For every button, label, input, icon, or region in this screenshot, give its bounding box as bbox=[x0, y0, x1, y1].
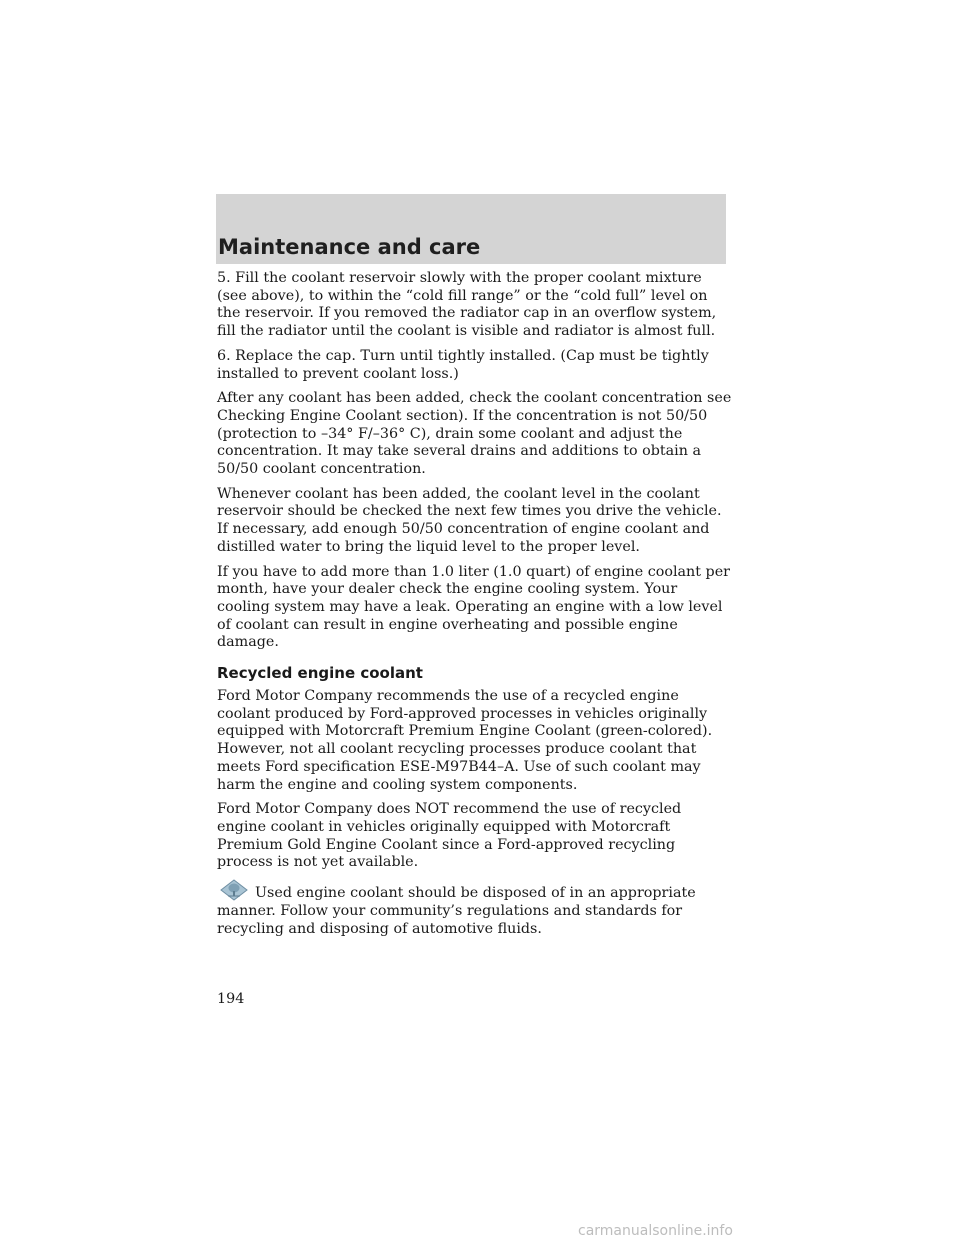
section-title: Maintenance and care bbox=[218, 235, 481, 259]
watermark: carmanualsonline.info bbox=[578, 1223, 733, 1239]
paragraph-check-level: Whenever coolant has been added, the coolant level in the coolant reservoir should be checked the next few times you drive the vehicle. If necessary, add enough 50/50 concentration of engine coolant and distilled water to bring the liquid level to the proper level. bbox=[217, 485, 722, 555]
paragraph-replace-cap: 6. Replace the cap. Turn until tightly installed. (Cap must be tightly installed to prevent coolant loss.) bbox=[217, 347, 709, 382]
paragraph-leak-warning: If you have to add more than 1.0 liter (1.0 quart) of engine coolant per month, have your dealer check the engine cooling system. Your cooling system may have a leak. Operating an engine with a low level of coolant can result in engine overheating and possible engine damage. bbox=[217, 563, 731, 651]
page-content bbox=[217, 270, 732, 945]
page-number: 194 bbox=[217, 991, 245, 1007]
paragraph-disposal-note bbox=[217, 879, 732, 938]
paragraph-check-concentration: After any coolant has been added, check the coolant concentration see Checking Engine Coolant section). If the concentration is not 50/50 (protection to –34° F/–36° C), drain some coolant and adjust the concentration. It may take several drains and additions to obtain a 50/50 coolant concentration. bbox=[217, 390, 732, 478]
paragraph-recycled-recommendation: Ford Motor Company recommends the use of a recycled engine coolant produced by Ford-approved processes in vehicles originally equipped with Motorcraft Premium Engine Coolant (green-colored). However, not all coolant recycling processes produce coolant that meets Ford specification ESE-M97B44–A. Use of such coolant may harm the engine and cooling system components. bbox=[217, 688, 713, 793]
paragraph-recycled-not-recommended: Ford Motor Company does NOT recommend the use of recycled engine coolant in vehicles originally equipped with Motorcraft Premium Gold Engine Coolant since a Ford-approved recycling process is not yet available. bbox=[217, 801, 682, 871]
environment-tree-icon bbox=[217, 879, 251, 901]
paragraph-fill-reservoir: 5. Fill the coolant reservoir slowly with the proper coolant mixture (see above), to within the “cold fill range” or the “cold full” level on the reservoir. If you removed the radiator cap in an overflow system, fill the radiator until the coolant is visible and radiator is almost full. bbox=[217, 270, 717, 340]
subheading-recycled-coolant: Recycled engine coolant bbox=[217, 664, 423, 683]
disposal-note-text: Used engine coolant should be disposed of in an appropriate manner. Follow your community’s regulations and standards for recycling and disposing of automotive fluids. bbox=[217, 885, 696, 937]
